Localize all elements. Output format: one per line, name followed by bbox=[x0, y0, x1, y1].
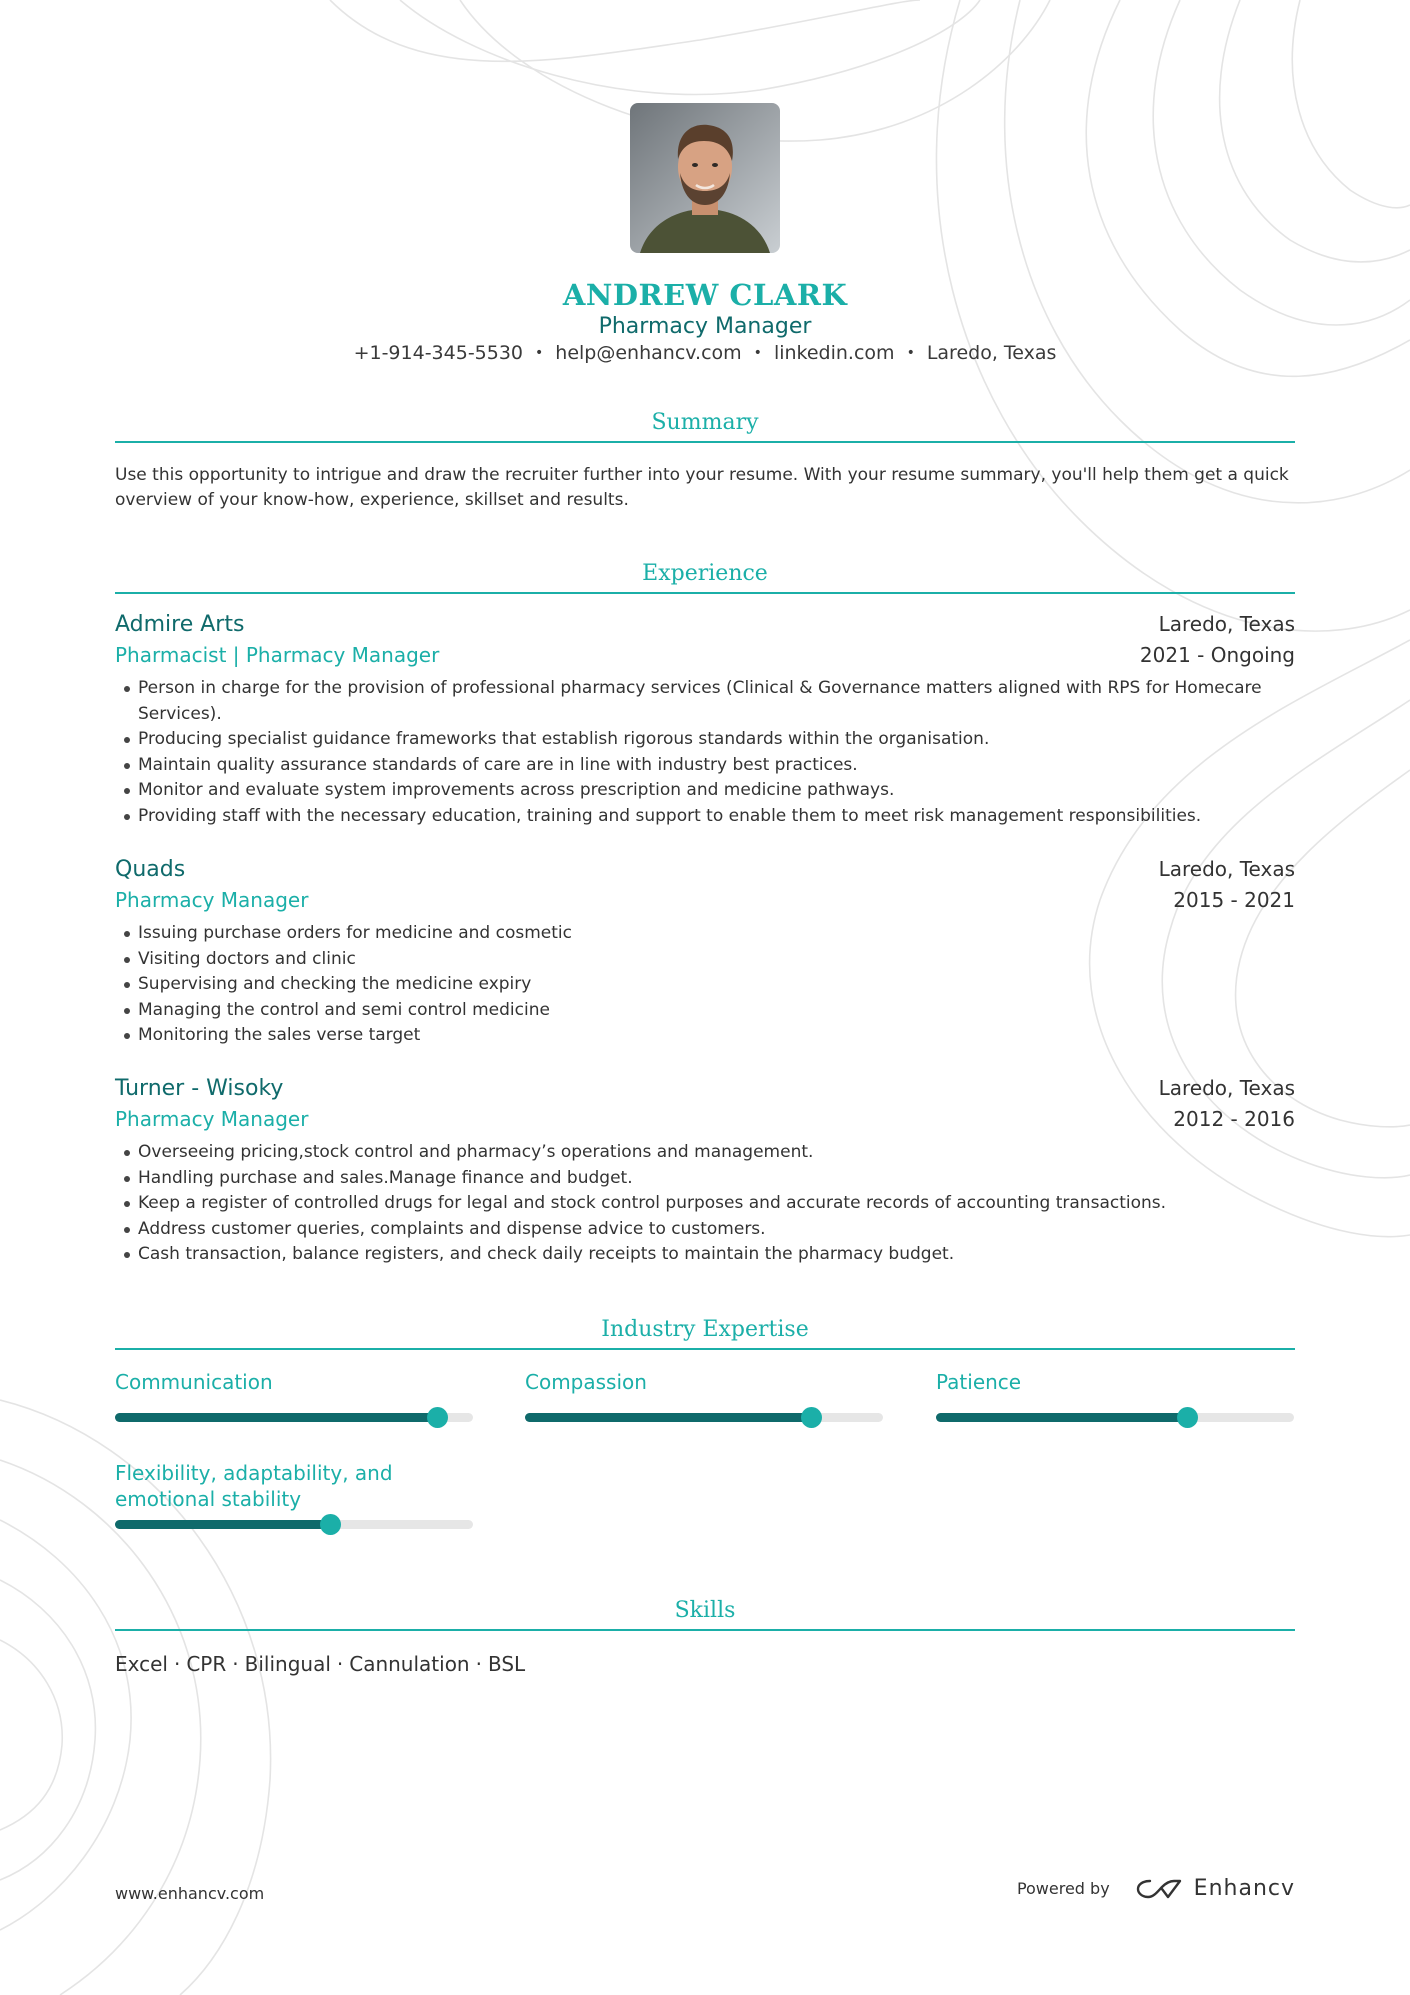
bullet-item: Producing specialist guidance frameworks that establish rigorous standards within the organisation. bbox=[122, 727, 1295, 753]
expertise-bar-knob bbox=[320, 1514, 341, 1535]
expertise-label: Flexibility, adaptability, and emotional stability bbox=[115, 1461, 393, 1511]
experience-entry bbox=[115, 857, 1295, 1049]
job-bullets bbox=[115, 921, 1295, 1049]
expertise-label: Compassion bbox=[525, 1370, 647, 1394]
contact-separator: • bbox=[906, 345, 915, 361]
contact-line bbox=[0, 342, 1410, 364]
skill-separator: · bbox=[232, 1652, 239, 1676]
bullet-item: Issuing purchase orders for medicine and cosmetic bbox=[122, 921, 1295, 947]
candidate-name: ANDREW CLARK bbox=[562, 278, 848, 312]
bullet-item: Person in charge for the provision of professional pharmacy services (Clinical & Governance matters aligned with RPS for Homecare Services). bbox=[122, 676, 1295, 727]
expertise-bar-knob bbox=[801, 1407, 822, 1428]
expertise-bar-track bbox=[115, 1413, 473, 1422]
bullet-item: Cash transaction, balance registers, and check daily receipts to maintain the pharmacy budget. bbox=[122, 1242, 1295, 1268]
bullet-item: Keep a register of controlled drugs for legal and stock control purposes and accurate records of accounting transactions. bbox=[122, 1191, 1295, 1217]
email-link[interactable]: help@enhancv.com bbox=[555, 342, 742, 364]
bullet-item: Managing the control and semi control medicine bbox=[122, 998, 1295, 1024]
bullet-item: Monitoring the sales verse target bbox=[122, 1023, 1295, 1049]
job-location: Laredo, Texas bbox=[1158, 857, 1295, 881]
expertise-label: Patience bbox=[936, 1370, 1022, 1394]
company-name: Admire Arts bbox=[115, 612, 245, 637]
expertise-bar-fill bbox=[936, 1413, 1187, 1422]
powered-by-label: Powered by bbox=[1016, 1879, 1110, 1898]
expertise-bar-track bbox=[115, 1520, 473, 1529]
job-role: Pharmacy Manager bbox=[115, 888, 309, 912]
location: Laredo, Texas bbox=[926, 342, 1057, 364]
job-role: Pharmacy Manager bbox=[115, 1107, 309, 1131]
expertise-bar-track bbox=[936, 1413, 1294, 1422]
skills-heading: Skills bbox=[115, 1598, 1295, 1631]
summary-heading: Summary bbox=[115, 410, 1295, 443]
bullet-item: Supervising and checking the medicine expiry bbox=[122, 972, 1295, 998]
bullet-item: Handling purchase and sales.Manage finance and budget. bbox=[122, 1166, 1295, 1192]
job-role: Pharmacist | Pharmacy Manager bbox=[115, 643, 440, 667]
job-dates: 2012 - 2016 bbox=[1173, 1107, 1295, 1131]
footer-url-link[interactable]: www.enhancv.com bbox=[115, 1884, 265, 1903]
enhancv-brand-name: Enhancv bbox=[1193, 1876, 1295, 1901]
expertise-grid bbox=[115, 1369, 1295, 1539]
expertise-item bbox=[525, 1369, 883, 1422]
expertise-bar-fill bbox=[115, 1413, 437, 1422]
bullet-item: Maintain quality assurance standards of care are in line with industry best practices. bbox=[122, 753, 1295, 779]
expertise-bar-fill bbox=[115, 1520, 330, 1529]
skill-separator: · bbox=[173, 1652, 181, 1676]
skill-item: Cannulation bbox=[349, 1652, 470, 1676]
powered-by[interactable] bbox=[1017, 1876, 1295, 1901]
bullet-item: Address customer queries, complaints and dispense advice to customers. bbox=[122, 1217, 1295, 1243]
experience-entry bbox=[115, 1076, 1295, 1268]
expertise-item bbox=[936, 1369, 1294, 1422]
bullet-item: Overseeing pricing,stock control and pharmacy’s operations and management. bbox=[122, 1140, 1295, 1166]
job-bullets bbox=[115, 676, 1295, 829]
phone-number[interactable]: +1-914-345-5530 bbox=[353, 342, 524, 364]
expertise-item bbox=[115, 1369, 473, 1422]
enhancv-logo-icon bbox=[1136, 1877, 1182, 1901]
skill-separator: · bbox=[336, 1652, 344, 1676]
experience-entry bbox=[115, 612, 1295, 829]
job-location: Laredo, Texas bbox=[1158, 612, 1295, 636]
expertise-bar-fill bbox=[525, 1413, 811, 1422]
skill-item: Excel bbox=[115, 1652, 168, 1676]
company-name: Turner - Wisoky bbox=[115, 1076, 284, 1101]
contact-separator: • bbox=[753, 345, 762, 361]
expertise-heading: Industry Expertise bbox=[115, 1317, 1295, 1350]
bullet-item: Monitor and evaluate system improvements across prescription and medicine pathways. bbox=[122, 778, 1295, 804]
avatar-portrait-icon bbox=[630, 103, 780, 253]
job-location: Laredo, Texas bbox=[1158, 1076, 1295, 1100]
summary-text: Use this opportunity to intrigue and draw the recruiter further into your resume. With your resume summary, you'll help them get a quick overview of your know-how, experience, skillset and results. bbox=[115, 465, 1289, 510]
contact-separator: • bbox=[535, 345, 544, 361]
linkedin-link[interactable]: linkedin.com bbox=[773, 342, 895, 364]
expertise-bar-knob bbox=[427, 1407, 448, 1428]
experience-heading: Experience bbox=[115, 561, 1295, 594]
skill-item: Bilingual bbox=[244, 1652, 331, 1676]
job-dates: 2021 - Ongoing bbox=[1139, 643, 1295, 667]
job-bullets bbox=[115, 1140, 1295, 1268]
candidate-title: Pharmacy Manager bbox=[598, 314, 812, 339]
expertise-bar-knob bbox=[1177, 1407, 1198, 1428]
job-dates: 2015 - 2021 bbox=[1173, 888, 1295, 912]
bullet-item: Providing staff with the necessary education, training and support to enable them to meet risk management responsibilities. bbox=[122, 804, 1295, 830]
expertise-bar-track bbox=[525, 1413, 883, 1422]
profile-photo bbox=[630, 103, 780, 253]
bullet-item: Visiting doctors and clinic bbox=[122, 947, 1295, 973]
expertise-label: Communication bbox=[115, 1370, 273, 1394]
skills-list bbox=[115, 1652, 525, 1676]
expertise-item bbox=[115, 1460, 473, 1529]
skill-separator: · bbox=[475, 1652, 482, 1676]
company-name: Quads bbox=[115, 857, 186, 882]
skill-item: BSL bbox=[487, 1652, 526, 1676]
skill-item: CPR bbox=[186, 1652, 227, 1676]
